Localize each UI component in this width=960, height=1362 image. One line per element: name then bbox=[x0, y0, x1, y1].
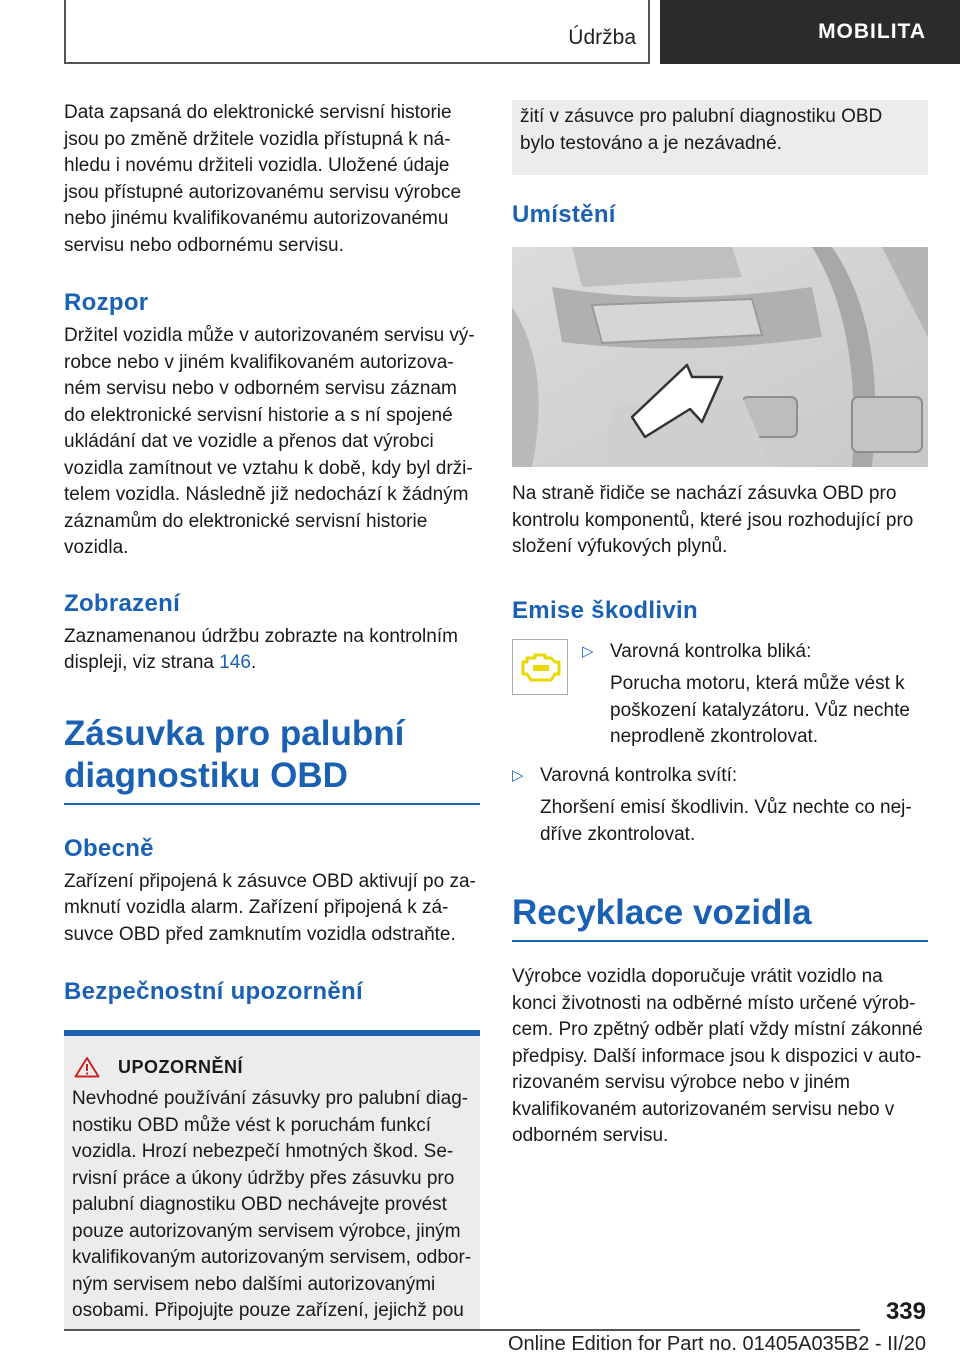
obd-location-photo bbox=[512, 247, 928, 467]
header-rule-bottom bbox=[64, 62, 648, 64]
header-chapter-tab bbox=[660, 0, 960, 64]
blink-text-block bbox=[582, 639, 928, 751]
page-reference-link[interactable]: 146 bbox=[219, 652, 251, 673]
page-number: 339 bbox=[885, 1298, 926, 1325]
recycle-section-title: Recyklace vozidla bbox=[512, 892, 928, 942]
triangle-right-icon: ▷ bbox=[582, 642, 594, 660]
header-rule-mid bbox=[648, 0, 650, 64]
triangle-right-icon: ▷ bbox=[512, 766, 524, 784]
lit-item bbox=[512, 763, 928, 849]
footer-rule bbox=[64, 1329, 860, 1331]
obecne-paragraph: Zařízení připojená k zásuvce OBD aktivují po zamknutí vozidla alarm. Zařízení připojená k zásuvce OBD před zamknutím vozidla odstraňte. bbox=[64, 870, 476, 945]
warning-triangle-icon bbox=[74, 1056, 100, 1078]
obd-section-title: Zásuvka pro palubní diagnostiku OBD bbox=[64, 713, 480, 805]
lit-label: Varovná kontrolka svítí: bbox=[540, 764, 738, 786]
intro-paragraph: Data zapsaná do elektronické servisní historie jsou po změně držitele vozidla přístupná k náhledu i novému držiteli vozidla. Uložené údaje jsou přístupné autorizovanému servisu výrobce nebo jinému kvalifikovanému autorizovanému servisu nebo odbornému servisu. bbox=[64, 102, 462, 256]
umisteni-heading: Umístění bbox=[512, 201, 616, 228]
warning-text: Nevhodné používání zásuvky pro palubní diagnostiku OBD může vést k poruchám funkcí vozidla. Hrozí nebezpečí hmotných škod. Servisní práce a úkony údržby přes zásuvku pro palubní diagnostiku OBD nechávejte provést pouze autorizovaným servisem výrobce, jiným kvalifikovaným autorizovaným servisem, odborným servisem nebo dalšími autorizovanými osobami. Připojujte pouze zařízení, jejichž pou bbox=[72, 1088, 472, 1321]
header-section-title: Údržba bbox=[568, 26, 636, 49]
blink-description: Porucha motoru, která může vést k poškození katalyzátoru. Vůz nechte neprodleně zkontrolovat. bbox=[610, 673, 910, 747]
zobrazeni-heading: Zobrazení bbox=[64, 589, 181, 617]
obecne-heading: Obecně bbox=[64, 834, 154, 862]
blink-item bbox=[512, 639, 928, 751]
warning-box bbox=[64, 1036, 480, 1329]
zobrazeni-end: . bbox=[250, 652, 257, 673]
header-chapter-label: MOBILITA bbox=[818, 20, 926, 43]
lit-description: Zhoršení emisí škodlivin. Vůz nechte co nejdříve zkontrolovat. bbox=[540, 797, 912, 845]
header-rule-left bbox=[64, 0, 66, 64]
warning-continued-text: žití v zásuvce pro palubní diagnostiku OBD bylo testováno a je nezávadné. bbox=[520, 106, 883, 154]
rozpor-paragraph: Držitel vozidla může v autorizovaném servisu výrobce nebo v jiném kvalifikovaném autorizovaném servisu nebo v odborném servisu záznam do elektronické servisní historie a s ní spojené ukládání dat ve vozidle a přenos dat výrobci vozidla zamítnout ve vztahu k době, kdy byl držitelem vozidla. Následně již nedochází k žádným záznamům do elektronické servisní historie vozidla. bbox=[64, 325, 475, 558]
blink-bullet bbox=[582, 639, 928, 666]
warning-title: UPOZORNĚNÍ bbox=[118, 1056, 244, 1077]
check-engine-icon bbox=[512, 639, 568, 695]
rozpor-heading: Rozpor bbox=[64, 289, 149, 316]
warning-header bbox=[72, 1056, 472, 1078]
photo-caption: Na straně řidiče se nachází zásuvka OBD pro kontrolu komponentů, které jsou rozhodující pro složení výfukových plynů. bbox=[512, 483, 914, 557]
left-column bbox=[64, 100, 480, 1329]
warning-continued-box bbox=[512, 100, 928, 175]
footer-edition: Online Edition for Part no. 01405A035B2 - II/20 bbox=[507, 1333, 926, 1355]
recycle-paragraph: Výrobce vozidla doporučuje vrátit vozidlo na konci životnosti na odběrné místo určené výrobcem. Pro zpětný odběr platí vždy místní zákonné předpisy. Další informace jsou k dispozici v autorizovaném servisu výrobce nebo v jiném kvalifikovaném autorizovaném servisu nebo v odborném servisu. bbox=[512, 966, 923, 1146]
blink-label: Varovná kontrolka bliká: bbox=[610, 640, 812, 662]
zobrazeni-paragraph bbox=[64, 624, 480, 677]
emise-heading: Emise škodlivin bbox=[512, 596, 698, 624]
right-column bbox=[512, 100, 928, 1150]
zobrazeni-text: Zaznamenanou údržbu zobrazte na kontrolním displeji, viz strana bbox=[64, 625, 458, 673]
safety-heading: Bezpečnostní upozornění bbox=[64, 978, 363, 1005]
lit-bullet bbox=[512, 763, 928, 790]
